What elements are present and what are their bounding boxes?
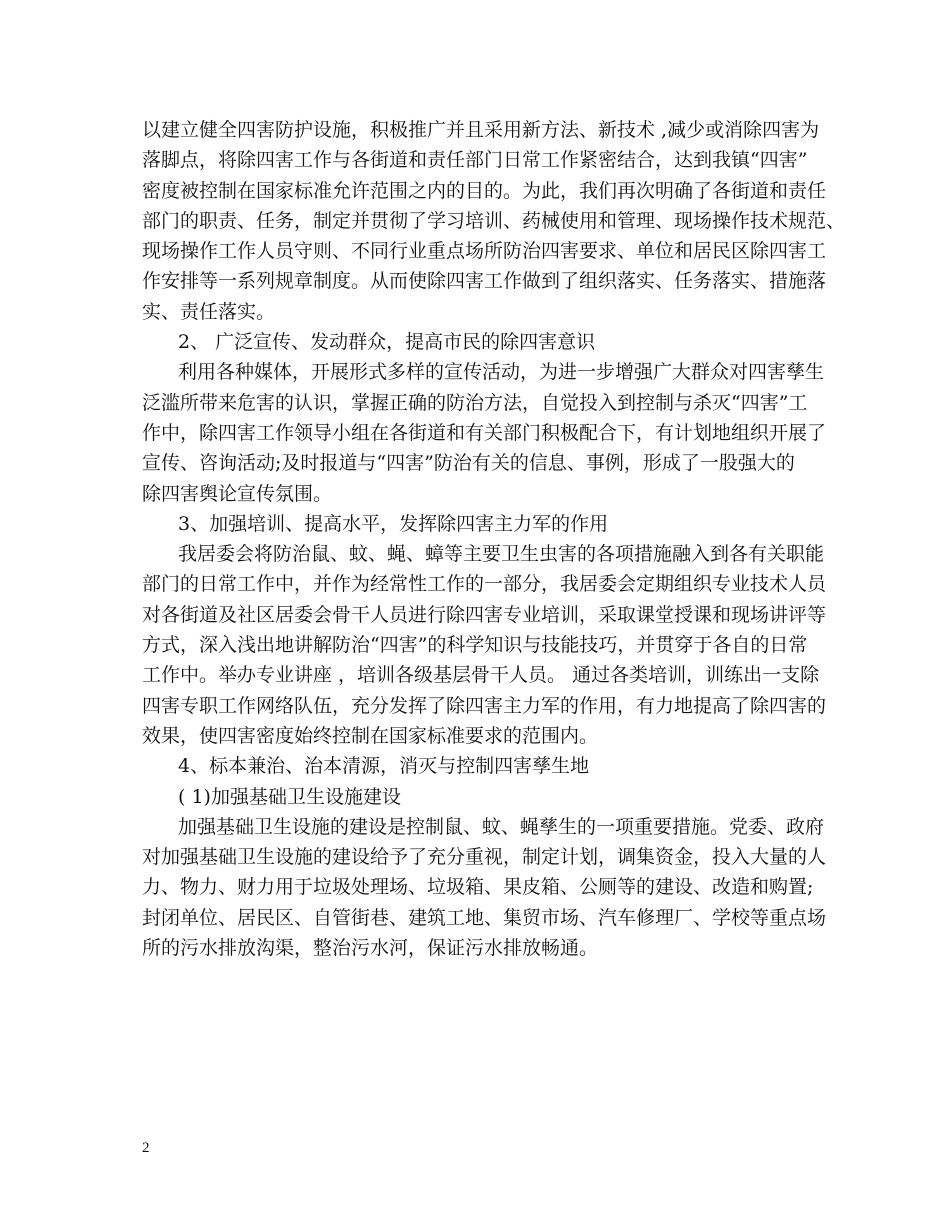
text-line: 实、责任落实。 (142, 300, 276, 323)
page-number: 2 (142, 1140, 150, 1156)
text-line: 除四害舆论宣传氛围。 (142, 482, 333, 505)
text-line: 密度被控制在国家标准允许范围之内的目的。为此，我们再次明确了各街道和责任 (142, 179, 827, 202)
section-heading: 4、标本兼治、治本清源，消灭与控制四害孳生地 (178, 755, 590, 778)
text-line: 宣传、咨询活动;及时报道与“四害”防治有关的信息、事例，形成了一股强大的 (142, 452, 795, 475)
text-line: 现场操作工作人员守则、不同行业重点场所防治四害要求、单位和居民区除四害工 (142, 240, 827, 263)
text-line: 利用各种媒体，开展形式多样的宣传活动，为进一步增强广大群众对四害孳生 (178, 361, 825, 384)
subsection-heading: ( 1)加强基础卫生设施建设 (178, 785, 401, 808)
text-line: 落脚点，将除四害工作与各街道和责任部门日常工作紧密结合，达到我镇“四害” (142, 149, 808, 172)
body-text (142, 115, 846, 963)
text-line: 加强基础卫生设施的建设是控制鼠、蚊、蝇孳生的一项重要措施。党委、政府 (178, 815, 825, 838)
section-heading: 2、 广泛宣传、发动群众，提高市民的除四害意识 (178, 331, 596, 354)
text-line: 以建立健全四害防护设施，积极推广并且采用新方法、新技术 ,减少或消除四害为 (142, 119, 820, 141)
text-line: 我居委会将防治鼠、蚊、蝇、蟑等主要卫生虫害的各项措施融入到各有关职能 (178, 543, 825, 566)
text-line: 对各街道及社区居委会骨干人员进行除四害专业培训，采取课堂授课和现场讲评等 (142, 603, 827, 626)
text-line: 泛滥所带来危害的认识，掌握正确的防治方法，自觉投入到控制与杀灭“四害”工 (142, 391, 808, 414)
section-heading: 3、加强培训、提高水平，发挥除四害主力军的作用 (178, 512, 609, 535)
text-line: 力、物力、财力用于垃圾处理场、垃圾箱、果皮箱、公厕等的建设、改造和购置; (142, 876, 814, 899)
text-line: 部门的日常工作中，并作为经常性工作的一部分，我居委会定期组织专业技术人员 (142, 573, 827, 596)
text-line: 方式，深入浅出地讲解防治“四害”的科学知识与技能技巧，并贯穿于各自的日常 (142, 634, 808, 657)
text-line: 效果，使四害密度始终控制在国家标准要求的范围内。 (142, 724, 599, 747)
text-line: 对加强基础卫生设施的建设给予了充分重视，制定计划，调集资金，投入大量的人 (142, 846, 827, 869)
text-line: 部门的职责、任务，制定并贯彻了学习培训、药械使用和管理、现场操作技术规范、 (142, 209, 846, 232)
text-line: 工作中。举办专业讲座 ，培训各级基层骨干人员。 通过各类培训，训练出一支除 (142, 664, 820, 687)
text-line: 封闭单位、居民区、自管街巷、建筑工地、集贸市场、汽车修理厂、学校等重点场 (142, 906, 827, 929)
text-line: 所的污水排放沟渠，整治污水河，保证污水排放畅通。 (142, 937, 599, 960)
text-line: 作安排等一系列规章制度。从而使除四害工作做到了组织落实、任务落实、措施落 (142, 270, 827, 293)
text-line: 作中，除四害工作领导小组在各街道和有关部门积极配合下，有计划地组织开展了 (142, 421, 827, 444)
text-line: 四害专职工作网络队伍，充分发挥了除四害主力军的作用，有力地提高了除四害的 (142, 694, 827, 717)
